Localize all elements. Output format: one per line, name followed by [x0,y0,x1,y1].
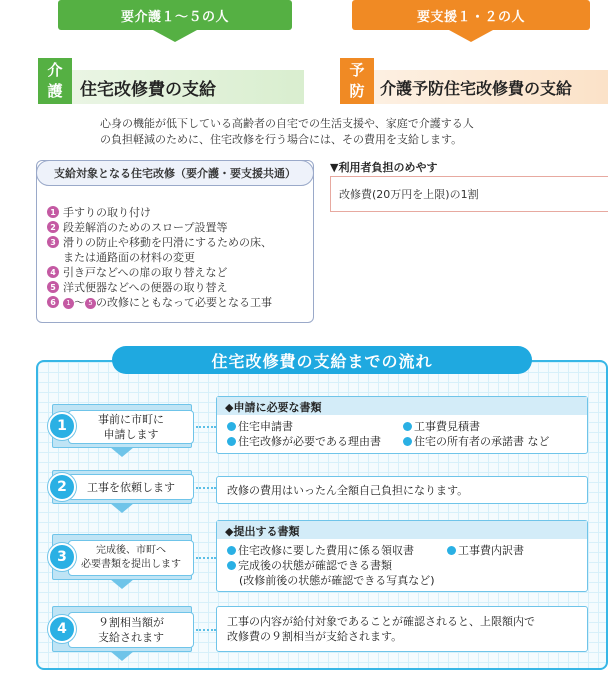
connector-dots [196,557,216,559]
support-level-banner: 要支援１・２の人 [352,0,590,30]
doc-item [227,419,403,434]
number-badge: 5 [47,281,59,293]
doc-item [227,434,403,449]
list-item [47,235,307,250]
list-item-text: 段差解消のためのスロープ設置等 [63,221,228,234]
user-burden-box: 改修費(20万円を上限)の1割 [330,176,608,212]
doc-item [227,543,447,558]
care-level-banner: 要介護１～５の人 [58,0,292,30]
list-item [47,295,307,310]
doc-text: 住宅申請書 [238,420,293,433]
doc-item [447,543,524,558]
bullet-icon [227,546,236,555]
step-text: 支給されます [98,631,164,644]
number-badge: 6 [47,296,59,308]
number-badge: 2 [47,221,59,233]
list-item [47,220,307,235]
application-documents-heading: ◆申請に必要な書類 [217,397,587,415]
eligible-renovations-box [36,160,314,323]
bullet-icon [447,546,456,555]
prevention-kanji-badge [340,58,374,104]
care-section-title: 住宅改修費の支給 [72,70,304,104]
step-card [68,540,194,576]
doc-text: 住宅の所有者の承諾書 など [414,435,550,448]
step-number: 2 [48,473,76,501]
bullet-icon [403,422,412,431]
bullet-icon [403,437,412,446]
list-item-text: 手すりの取り付け [63,206,151,219]
step-text: 必要書類を提出します [81,559,181,570]
step-card [68,410,194,444]
number-badge: 5 [85,298,96,309]
doc-text: 住宅改修に要した費用に係る領収書 [238,544,414,557]
connector-dots [196,426,216,428]
submission-documents-heading: ◆提出する書類 [217,521,587,539]
eligible-renovations-list [47,205,307,310]
step-card [68,612,194,648]
kanji-bottom: 防 [349,82,365,100]
step-text: 事前に市町に [98,413,164,426]
user-burden-label: ▼利用者負担のめやす [330,161,438,174]
self-payment-box: 改修の費用はいったん全額自己負担になります。 [216,476,588,504]
payment-result-box [216,606,588,652]
bullet-icon [227,561,236,570]
step-text: ９割相当額が [98,616,164,629]
result-text: 改修費の９割相当が支給されます。 [227,630,403,643]
kanji-top: 予 [349,61,365,79]
list-item-text [63,295,272,310]
doc-text: 工事費内訳書 [458,544,524,557]
number-badge: 3 [47,236,59,248]
list-item-text: 洋式便器などへの便器の取り替え [63,281,228,294]
step-text: 工事を依頼します [87,480,175,494]
care-section-heading [38,58,304,104]
number-badge: 1 [47,206,59,218]
application-documents-list [217,415,587,453]
list-item [47,205,307,220]
list-item-text: 引き戸などへの扉の取り替えなど [63,266,228,279]
prevention-section-heading [340,58,608,104]
step-text: 完成後、市町へ [96,545,166,556]
intro-line: の負担軽減のために、住宅改修を行う場合には、その費用を支給します。 [100,133,463,146]
list-item [47,280,307,295]
submission-documents-box [216,520,588,592]
step-number: 3 [48,543,76,571]
number-badge: 4 [47,266,59,278]
number-badge: 1 [63,298,74,309]
kanji-top: 介 [47,61,63,79]
submission-documents-list [217,539,587,592]
doc-item [227,558,577,573]
intro-text [100,116,570,148]
doc-note: (改修前後の状態が確認できる写真など) [239,574,435,587]
intro-line: 心身の機能が低下している高齢者の自宅での生活支援や、家庭で介護する人 [100,117,474,130]
list-item-text: 滑りの防止や移動を円滑にするための床、 [63,236,272,249]
eligible-renovations-title: 支給対象となる住宅改修（要介護・要支援共通） [36,160,314,186]
step-text: 申請します [103,428,159,441]
bullet-icon [227,422,236,431]
step-card [68,474,194,500]
bullet-icon [227,437,236,446]
list-item-text: または通路面の材料の変更 [63,251,195,264]
doc-text: 完成後の状態が確認できる書類 [238,559,392,572]
doc-text: 住宅改修が必要である理由書 [238,435,381,448]
connector-dots [196,629,216,631]
connector-dots [196,487,216,489]
doc-item [403,434,550,449]
care-kanji-badge [38,58,72,104]
list-item [47,250,307,265]
step-number: 4 [48,615,76,643]
prevention-section-title: 介護予防住宅改修費の支給 [374,70,608,104]
step-number: 1 [48,412,76,440]
item-text: の改修にともなって必要となる工事 [96,296,272,309]
range-tilde: ～ [74,296,85,309]
flow-title: 住宅改修費の支給までの流れ [112,346,532,374]
doc-item [403,419,480,434]
doc-text: 工事費見積書 [414,420,480,433]
list-item [47,265,307,280]
kanji-bottom: 護 [47,82,63,100]
application-documents-box [216,396,588,454]
result-text: 工事の内容が給付対象であることが確認されると、上限額内で [227,615,535,628]
